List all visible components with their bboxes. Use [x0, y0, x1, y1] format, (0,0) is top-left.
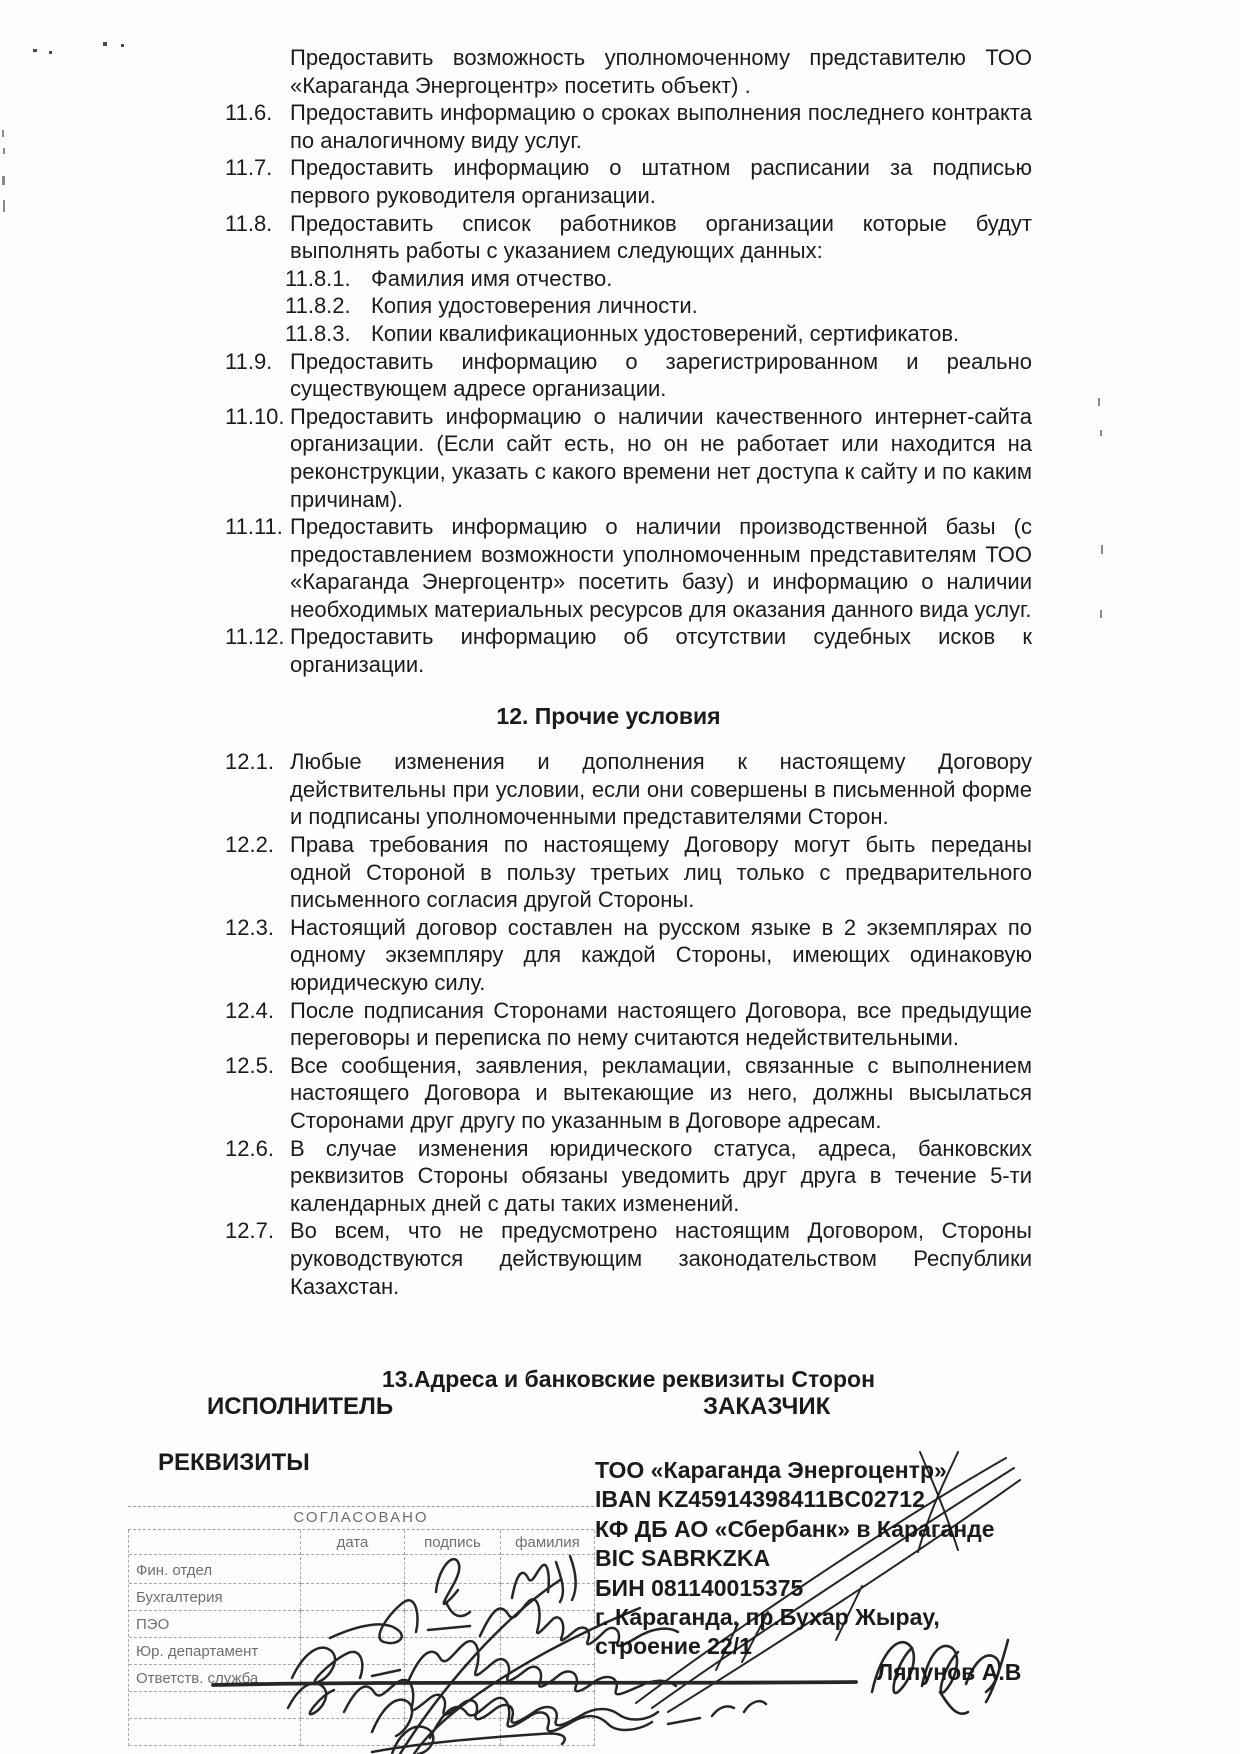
clause-row	[225, 914, 1032, 997]
stamp-col-header: дата	[301, 1530, 405, 1555]
scan-speck	[1100, 430, 1102, 436]
scan-speck	[121, 44, 124, 47]
clause-row	[225, 99, 1032, 154]
clause-number: 11.8.2.	[285, 293, 351, 319]
clause-text: Во всем, что не предусмотрено настоящим Договором, Стороны руководствуются действующим законодательством Республики Казахстан.	[290, 1218, 1032, 1299]
clause-number: 11.7.	[225, 155, 273, 181]
clause-number: 12.6.	[225, 1135, 274, 1161]
approval-stamp-title: СОГЛАСОВАНО	[128, 1506, 594, 1530]
clause-number: 11.8.3.	[285, 320, 351, 346]
clause-text: Предоставить информацию о сроках выполнения последнего контракта по аналогичному виду услуг.	[290, 100, 1032, 153]
requisite-line: строение 22/1	[595, 1633, 752, 1660]
clause-number: 12.2.	[225, 832, 274, 858]
approval-stamp	[128, 1506, 594, 1746]
stamp-empty-cell	[501, 1638, 595, 1665]
scan-speck	[3, 200, 5, 212]
stamp-empty-cell	[501, 1557, 595, 1584]
requisites-heading: РЕКВИЗИТЫ	[158, 1449, 310, 1476]
stamp-empty-cell	[405, 1638, 501, 1665]
stamp-empty-cell	[405, 1665, 501, 1692]
section-13-title: 13.Адреса и банковские реквизиты Сторон	[382, 1366, 875, 1392]
stamp-empty-cell	[501, 1584, 595, 1611]
clause-number: 11.12.	[225, 624, 285, 650]
stamp-corner-cell	[129, 1530, 301, 1555]
scan-speck	[3, 148, 5, 154]
stamp-empty-cell	[501, 1692, 595, 1719]
clause-text: Копии квалификационных удостоверений, сертификатов.	[371, 320, 960, 346]
stamp-row-label: Юр. департамент	[129, 1638, 301, 1665]
customer-requisites	[595, 1456, 995, 1662]
clause-row	[225, 44, 1032, 99]
clause-text: Любые изменения и дополнения к настоящему Договору действительны при условии, если они совершены в письменной форме и подписаны уполномоченными представителями Сторон.	[290, 749, 1032, 830]
clause-row	[225, 320, 1032, 348]
stamp-empty-cell	[301, 1638, 405, 1665]
requisite-line: ТОО «Караганда Энергоцентр»	[595, 1457, 947, 1483]
scan-speck	[103, 42, 107, 46]
clause-number: 11.10.	[225, 403, 285, 429]
requisite-line: г. Караганда, пр.Бухар Жырау,	[595, 1604, 940, 1631]
scan-speck	[1100, 610, 1102, 618]
stamp-empty-cell	[301, 1584, 405, 1611]
clause-number: 11.6.	[225, 100, 273, 126]
scan-speck	[2, 130, 4, 137]
clause-number: 12.5.	[225, 1052, 274, 1078]
stamp-row-label	[129, 1719, 301, 1746]
clause-number: 12.7.	[225, 1218, 274, 1244]
clause-text: Предоставить информацию о наличии производственной базы (с предоставлением возможности уполномоченным представителям ТОО «Караганда Энергоцентр» посетить базу) и информацию о наличии необходимых материальных ресурсов для оказания данного вида услуг.	[290, 514, 1032, 622]
clause-row	[225, 403, 1032, 513]
stamp-empty-cell	[301, 1692, 405, 1719]
stamp-row-label: Бухгалтерия	[129, 1584, 301, 1611]
clause-row	[225, 265, 1032, 293]
stamp-row-label	[129, 1692, 301, 1719]
clause-number: 12.4.	[225, 997, 274, 1023]
clause-row	[225, 831, 1032, 914]
signatory-name: Ляпунов А.В	[877, 1659, 1022, 1685]
scan-speck	[49, 51, 52, 54]
scan-speck	[1098, 398, 1100, 406]
stamp-row-label: Ответств. служба	[129, 1665, 301, 1692]
requisite-line: КФ ДБ АО «Сбербанк» в Караганде	[595, 1515, 995, 1542]
clause-text: Предоставить информацию о зарегистрированном и реально существующем адресе организации.	[290, 348, 1032, 402]
clause-row	[225, 154, 1032, 209]
stamp-row-label: Фин. отдел	[129, 1557, 301, 1584]
stamp-empty-cell	[501, 1665, 595, 1692]
clause-number: 11.11.	[225, 514, 283, 540]
clause-row	[225, 1052, 1032, 1135]
clause-text: Предоставить возможность уполномоченному представителю ТОО «Караганда Энергоцентр» посетить объект) .	[290, 45, 1032, 98]
clause-row	[225, 997, 1032, 1052]
clause-number: 11.8.	[225, 210, 273, 236]
document-body	[225, 0, 1032, 1300]
clause-number: 12.3.	[225, 914, 274, 940]
clause-text: Фамилия имя отчество.	[371, 265, 613, 291]
stamp-empty-cell	[501, 1611, 595, 1638]
clause-row	[225, 1135, 1032, 1218]
stamp-empty-cell	[301, 1611, 405, 1638]
stamp-empty-cell	[405, 1557, 501, 1584]
clause-text: После подписания Сторонами настоящего Договора, все предыдущие переговоры и переписка по нему считаются недействительными.	[290, 997, 1032, 1051]
scan-speck	[2, 176, 5, 185]
scan-speck	[33, 49, 37, 52]
clause-row	[225, 210, 1032, 265]
clause-text: Копия удостоверения личности.	[371, 293, 698, 319]
requisite-line: БИН 081140015375	[595, 1574, 804, 1601]
clause-text: Права требования по настоящему Договору могут быть переданы одной Стороной в пользу третьих лиц только с предварительного письменного согласия другой Стороны.	[290, 832, 1032, 913]
stamp-empty-cell	[301, 1665, 405, 1692]
clause-row	[225, 748, 1032, 831]
stamp-empty-cell	[405, 1692, 501, 1719]
clause-row	[225, 348, 1032, 403]
stamp-empty-cell	[405, 1719, 501, 1746]
approval-stamp-grid	[128, 1530, 594, 1746]
stamp-empty-cell	[405, 1584, 501, 1611]
clause-row	[225, 513, 1032, 623]
clause-text: Предоставить список работников организации которые будут выполнять работы с указанием следующих данных:	[290, 210, 1032, 264]
clause-text: Настоящий договор составлен на русском языке в 2 экземплярах по одному экземпляру для каждой Стороны, имеющих одинаковую юридическую силу.	[290, 914, 1032, 995]
stamp-row-label: ПЭО	[129, 1611, 301, 1638]
clause-text: В случае изменения юридического статуса, адреса, банковских реквизитов Стороны обязаны уведомить друг друга в течение 5-ти календарных дней с даты таких изменений.	[290, 1135, 1032, 1216]
stamp-col-header: подпись	[405, 1530, 501, 1555]
customer-party-label: ЗАКАЗЧИК	[703, 1393, 831, 1420]
clause-number: 12.1.	[225, 749, 274, 775]
clause-text: Предоставить информацию об отсутствии судебных исков к организации.	[290, 624, 1032, 678]
stamp-empty-cell	[301, 1557, 405, 1584]
clause-number: 11.8.1.	[285, 265, 351, 291]
requisite-line: BIC SABRKZKA	[595, 1545, 771, 1572]
clause-row	[225, 1217, 1032, 1300]
stamp-empty-cell	[501, 1719, 595, 1746]
scan-speck	[1101, 545, 1103, 554]
section-heading: 12. Прочие условия	[496, 702, 721, 729]
stamp-col-header: фамилия	[501, 1530, 595, 1555]
clause-number	[225, 44, 290, 99]
stamp-empty-cell	[405, 1611, 501, 1638]
requisite-line: IBAN KZ45914398411BC02712	[595, 1486, 925, 1513]
executor-party-label: ИСПОЛНИТЕЛЬ	[207, 1393, 394, 1420]
clause-text: Предоставить информацию о штатном расписании за подписью первого руководителя организации.	[290, 155, 1032, 208]
clause-number: 11.9.	[225, 348, 273, 374]
clause-text: Все сообщения, заявления, рекламации, связанные с выполнением настоящего Договора и вытекающие из него, должны высылаться Сторонами друг другу по указанным в Договоре адресам.	[290, 1052, 1032, 1133]
stamp-empty-cell	[301, 1719, 405, 1746]
clause-text: Предоставить информацию о наличии качественного интернет-сайта организации. (Если сайт есть, но он не работает или находится на реконструкции, указать с какого времени нет доступа к сайту и по каким причинам).	[290, 403, 1032, 512]
clause-row	[225, 623, 1032, 678]
clause-row	[225, 292, 1032, 320]
